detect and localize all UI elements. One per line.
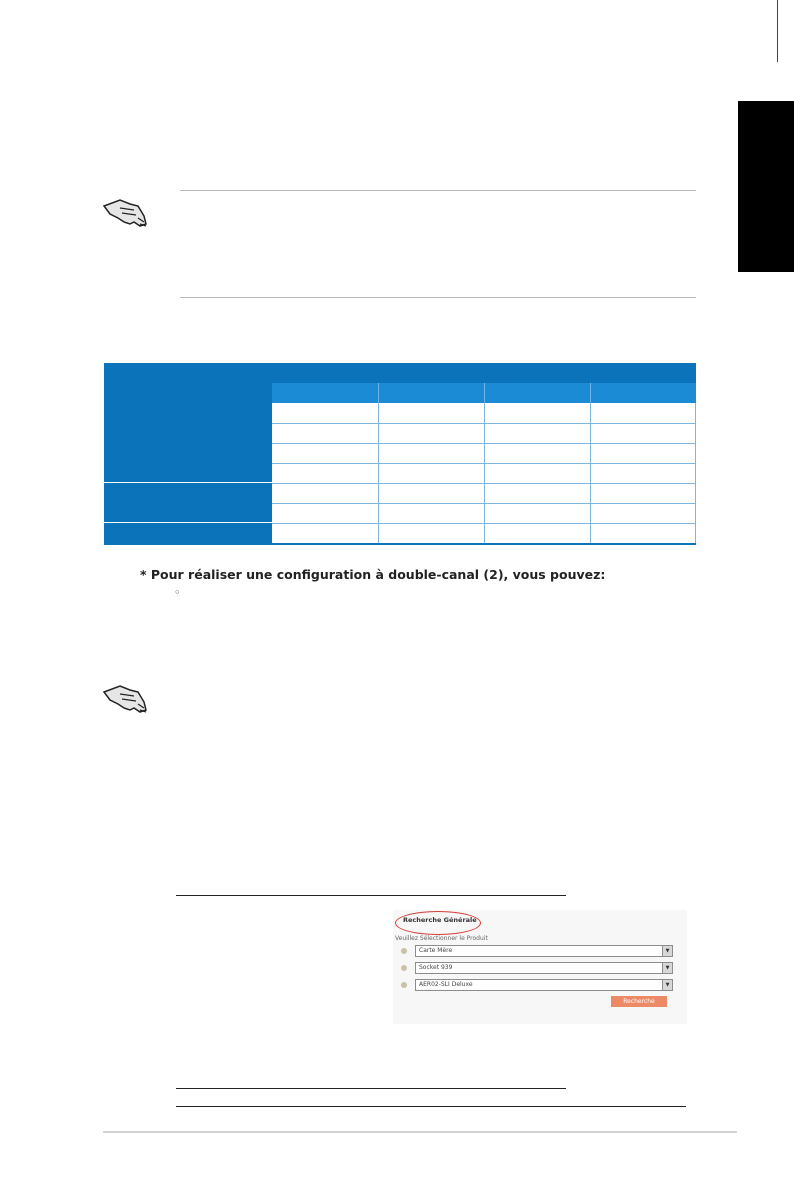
hand-pointing-icon <box>100 194 150 234</box>
table-grid <box>272 403 696 545</box>
bullet-icon <box>401 948 407 954</box>
product-select-row[interactable] <box>397 945 670 956</box>
select-product-prompt: Veuillez Sélectionner le Produit <box>395 935 488 942</box>
table-header-top <box>272 363 696 383</box>
footer-rule <box>103 1131 737 1133</box>
product-select-row[interactable] <box>397 962 670 973</box>
chevron-down-icon[interactable]: ▼ <box>662 963 672 973</box>
bullet-marker: ◦ <box>174 586 181 599</box>
general-search-tab[interactable]: Recherche Générale <box>403 916 477 924</box>
table-row-group-1 <box>104 403 272 483</box>
series-select[interactable]: Socket 939 ▼ <box>415 962 673 974</box>
website-screenshot <box>393 910 687 1024</box>
bullet-icon <box>401 982 407 988</box>
memory-config-table <box>104 363 696 543</box>
underline-rule-3 <box>176 1106 686 1107</box>
underline-rule-2 <box>176 1088 566 1089</box>
table-row-group-3 <box>104 523 272 545</box>
search-button[interactable]: Recherche <box>611 996 667 1007</box>
bullet-icon <box>401 965 407 971</box>
note-top-rule <box>180 190 696 191</box>
category-select[interactable]: Carte Mère ▼ <box>415 945 673 957</box>
table-row-group-2 <box>104 483 272 523</box>
table-header-sub <box>272 383 696 403</box>
product-select-row[interactable] <box>397 979 670 990</box>
underline-rule-1 <box>176 895 566 896</box>
chevron-down-icon[interactable]: ▼ <box>662 980 672 990</box>
model-select[interactable]: AER02-SLI Deluxe ▼ <box>415 979 673 991</box>
table-header-left <box>104 363 272 403</box>
crop-mark <box>777 0 778 62</box>
hand-pointing-icon <box>100 680 150 720</box>
language-tab <box>738 101 794 272</box>
note-bottom-rule <box>180 297 696 298</box>
dual-channel-note: * Pour réaliser une configuration à double-canal (2), vous pouvez: <box>140 567 606 582</box>
chevron-down-icon[interactable]: ▼ <box>662 946 672 956</box>
